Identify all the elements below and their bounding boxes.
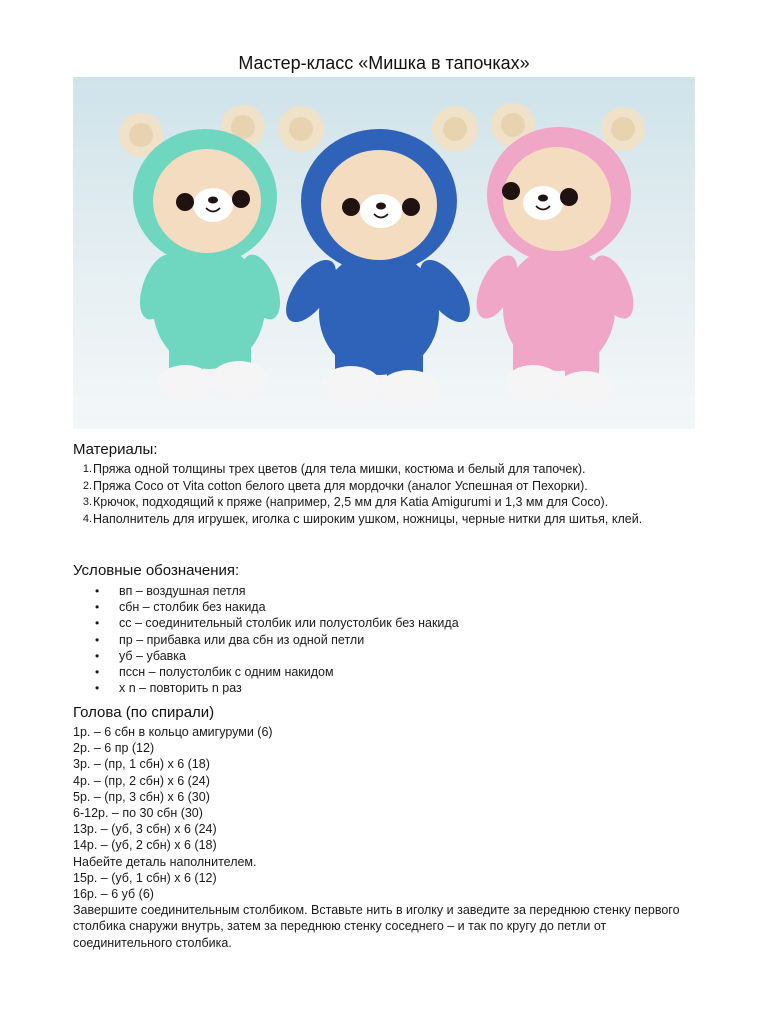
pattern-row: Набейте деталь наполнителем. bbox=[73, 854, 257, 869]
abbreviations-list bbox=[73, 583, 673, 696]
list-item: Пряжа Coco от Vita cotton белого цвета для мордочки (аналог Успешная от Пехорки). bbox=[93, 478, 588, 493]
pattern-row: 13р. – (уб, 3 сбн) x 6 (24) bbox=[73, 822, 217, 837]
pattern-row: 15р. – (уб, 1 сбн) x 6 (12) bbox=[73, 870, 217, 885]
head-pattern bbox=[73, 724, 698, 951]
bullet-icon: • bbox=[95, 616, 100, 631]
bullet-icon: • bbox=[95, 648, 100, 663]
materials-heading: Материалы: bbox=[73, 441, 158, 458]
pattern-row: 6-12р. – по 30 сбн (30) bbox=[73, 806, 203, 821]
list-item: • пссн – полустолбик с одним накидом bbox=[95, 665, 334, 680]
bears-photo bbox=[73, 77, 695, 429]
list-item: • сс – соединительный столбик или полустолбик без накида bbox=[95, 616, 459, 631]
closing-paragraph: Завершите соединительным столбиком. Вставьте нить в иголку и заведите за переднюю стенку первого столбика снаружи внутрь, затем за переднюю стенку соседнего – и так по кругу до петли от соединительного столбика. bbox=[73, 903, 680, 950]
head-title: Голова bbox=[73, 704, 122, 721]
bullet-icon: • bbox=[95, 584, 100, 598]
pattern-row: 1р. – 6 сбн в кольцо амигуруми (6) bbox=[73, 725, 273, 739]
list-item: • уб – убавка bbox=[95, 648, 186, 663]
bullet-icon: • bbox=[95, 665, 100, 680]
abbreviations-heading: Условные обозначения: bbox=[73, 562, 240, 579]
pattern-row: 14р. – (уб, 2 сбн) x 6 (18) bbox=[73, 838, 217, 853]
list-item: Пряжа одной толщины трех цветов (для тела мишки, костюма и белый для тапочек). bbox=[93, 462, 586, 476]
pattern-row: 16р. – 6 уб (6) bbox=[73, 887, 154, 902]
list-item: Крючок, подходящий к пряже (например, 2,5 мм для Katia Amigurumi и 1,3 мм для Coco). bbox=[93, 495, 609, 509]
materials-list bbox=[73, 461, 723, 527]
pattern-row: 4р. – (пр, 2 сбн) x 6 (24) bbox=[73, 773, 210, 788]
pattern-row: 5р. – (пр, 3 сбн) x 6 (30) bbox=[73, 789, 210, 804]
head-heading bbox=[73, 704, 214, 722]
list-item: • x n – повторить n раз bbox=[95, 681, 242, 696]
pattern-row: 3р. – (пр, 1 сбн) x 6 (18) bbox=[73, 757, 210, 772]
pattern-row: 2р. – 6 пр (12) bbox=[73, 741, 155, 756]
bullet-icon: • bbox=[95, 681, 100, 696]
bullet-icon: • bbox=[95, 632, 100, 647]
head-subtitle: (по спирали) bbox=[125, 704, 215, 721]
list-item: Наполнитель для игрушек, иголка с широким ушком, ножницы, черные нитки для шитья, клей. bbox=[93, 511, 643, 526]
list-item: • сбн – столбик без накида bbox=[95, 600, 266, 615]
bullet-icon: • bbox=[95, 600, 100, 615]
page-title: Мастер-класс «Мишка в тапочках» bbox=[238, 53, 530, 73]
list-item: • вп – воздушная петля bbox=[95, 584, 246, 598]
list-item: • пр – прибавка или два сбн из одной петли bbox=[95, 632, 365, 647]
